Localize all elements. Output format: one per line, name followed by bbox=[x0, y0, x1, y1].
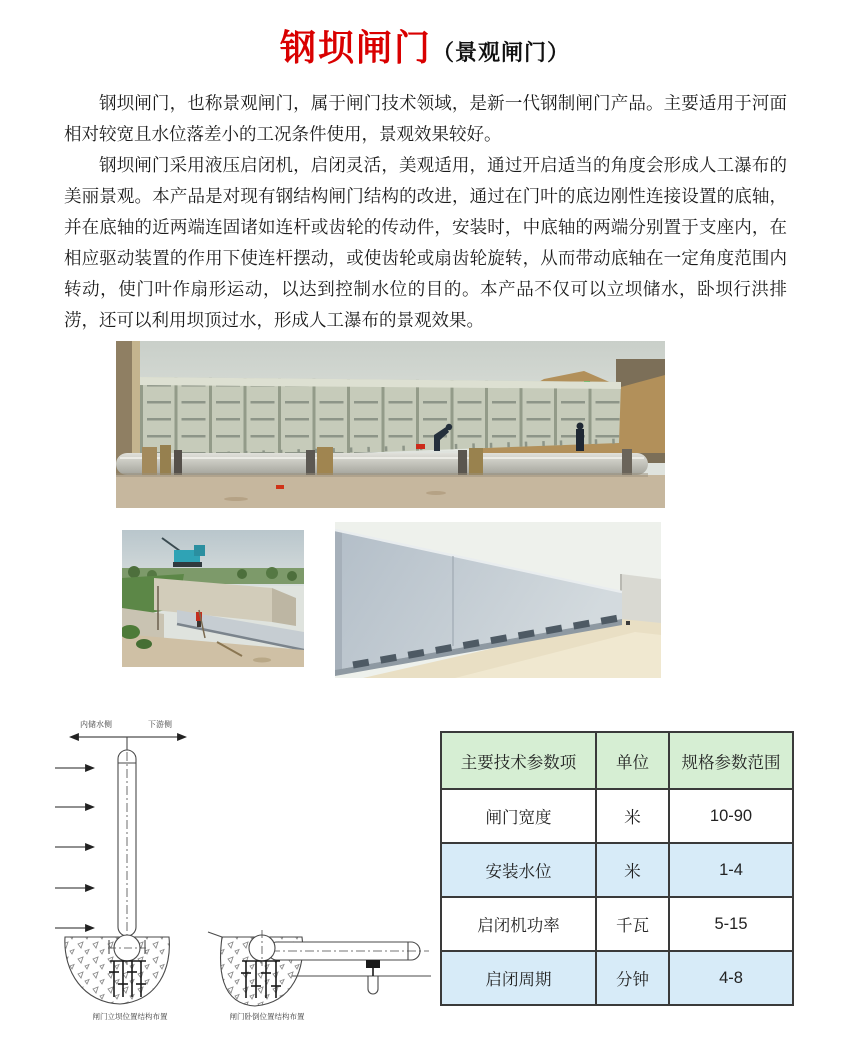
photo-installed-gate bbox=[335, 522, 661, 678]
concrete-wall-side bbox=[272, 588, 296, 626]
storage-side-label: 内储水侧 bbox=[80, 720, 112, 729]
param-range: 10-90 bbox=[669, 789, 793, 843]
page-title bbox=[0, 20, 850, 71]
header-parameter: 主要技术参数项 bbox=[441, 732, 596, 789]
body-text bbox=[64, 88, 787, 336]
intro-paragraph: 钢坝闸门，也称景观闸门，属于闸门技术领域，是新一代钢制闸门产品。主要适用于河面相对较宽且水位落差小的工况条件使用，景观效果较好。 bbox=[64, 93, 787, 144]
red-mark bbox=[416, 444, 425, 449]
spec-table-header-row bbox=[441, 732, 793, 789]
ground bbox=[116, 473, 665, 508]
param-name: 启闭机功率 bbox=[441, 897, 596, 951]
spec-table bbox=[440, 731, 794, 1006]
dirt-patch bbox=[253, 658, 271, 663]
param-unit: 分钟 bbox=[596, 951, 669, 1005]
downstream-side-label: 下游侧 bbox=[148, 720, 172, 729]
shrub-2 bbox=[136, 639, 152, 649]
param-unit: 米 bbox=[596, 843, 669, 897]
table-row bbox=[441, 843, 793, 897]
param-name: 安装水位 bbox=[441, 843, 596, 897]
gate-position-diagram bbox=[30, 700, 435, 1030]
support-bracket bbox=[366, 960, 380, 994]
title-sub: （景观闸门） bbox=[432, 40, 571, 65]
worker-standing bbox=[576, 423, 584, 452]
concrete-wall bbox=[621, 574, 661, 624]
param-unit: 千瓦 bbox=[596, 897, 669, 951]
param-unit: 米 bbox=[596, 789, 669, 843]
header-range: 规格参数范围 bbox=[669, 732, 793, 789]
param-range: 4-8 bbox=[669, 951, 793, 1005]
param-name: 闸门宽度 bbox=[441, 789, 596, 843]
description-paragraph: 钢坝闸门采用液压启闭机，启闭灵活，美观适用，通过开启适当的角度会形成人工瀑布的美丽景观。本产品是对现有钢结构闸门结构的改进，通过在门叶的底边刚性连接设置的底轴，并在底轴的近两端连固诸如连杆或齿轮的传动件，安装时，中底轴的两端分别置于支座内，在相应驱动装置的作用下使连杆摆动，或使齿轮或扇齿轮旋转，从而带动底轴在一定角度范围内转动，使门叶作扇形运动，以达到控制水位的目的。本产品不仅可以立坝储水，卧坝行洪排涝，还可以利用坝顶过水，形成人工瀑布的景观效果。 bbox=[64, 155, 787, 330]
table-row bbox=[441, 789, 793, 843]
param-range: 1-4 bbox=[669, 843, 793, 897]
table-row bbox=[441, 951, 793, 1005]
param-name: 启闭周期 bbox=[441, 951, 596, 1005]
small-object bbox=[626, 621, 630, 625]
photo-installation-site bbox=[122, 530, 304, 667]
photo-gate-assembly bbox=[116, 341, 665, 508]
param-range: 5-15 bbox=[669, 897, 793, 951]
diagram-upright bbox=[55, 737, 186, 1004]
photo-installed-art bbox=[335, 522, 661, 678]
title-main: 钢坝闸门 bbox=[279, 27, 432, 68]
table-row bbox=[441, 897, 793, 951]
caption-lowered: 闸门卧倒位置结构布置 bbox=[229, 1012, 305, 1021]
header-unit: 单位 bbox=[596, 732, 669, 789]
caption-upright: 闸门立坝位置结构布置 bbox=[92, 1012, 168, 1021]
photo-installation-art bbox=[122, 530, 304, 667]
diagram-lowered bbox=[208, 930, 431, 1006]
red-object bbox=[276, 485, 284, 489]
photo-gate-assembly-art bbox=[116, 341, 665, 508]
